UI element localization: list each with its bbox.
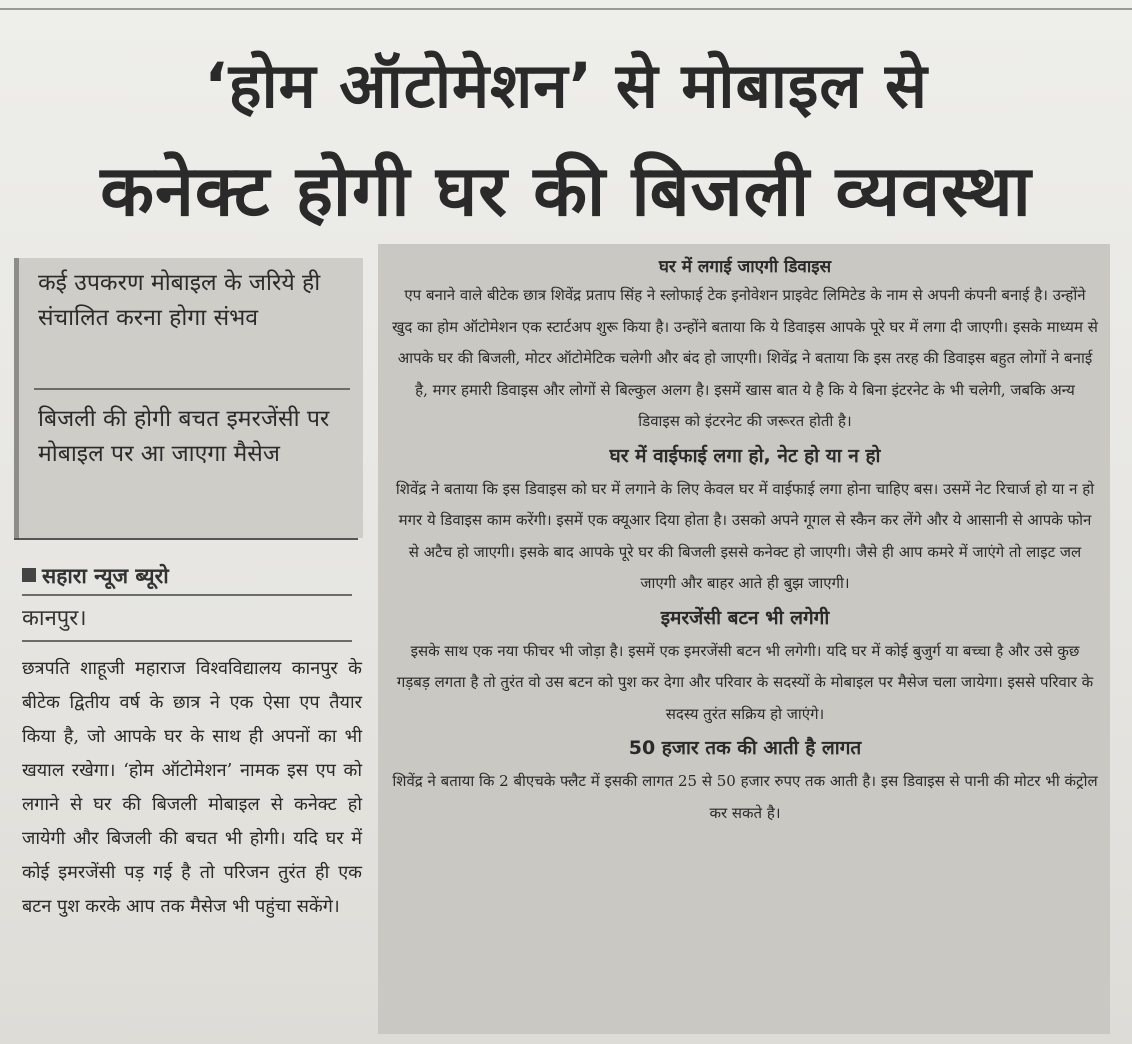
top-rule [0, 8, 1132, 10]
section-text-3: इसके साथ एक नया फीचर भी जोड़ा है। इसमें एक इमरजेंसी बटन भी लगेगी। यदि घर में कोई बुजुर्ग या बच्चा है और उसे कुछ गड़बड़ लगता है तो तुरंत वो उस बटन को पुश कर देगा और परिवार के सदस्यों के मोबाइल पर मैसेज चला जायेगा। इससे परिवार के सदस्य तुरंत सक्रिय हो जाएंगे। [396, 641, 1094, 723]
headline-line-1: ‘होम ऑटोमेशन’ से मोबाइल से [204, 49, 928, 122]
headline-line-2: कनेक्ट होगी घर की बिजली व्यवस्था [100, 150, 1032, 232]
section-heading-2: घर में वाईफाई लगा हो, नेट हो या न हो [609, 444, 881, 467]
highlight-divider [34, 388, 350, 390]
highlight-bottom-rule [14, 538, 358, 540]
dateline-rule [22, 640, 352, 642]
article-intro: छत्रपति शाहूजी महाराज विश्वविद्यालय कानपुर के बीटेक द्वितीय वर्ष के छात्र ने एक ऐसा एप तैयार किया है, जो आपके घर के साथ ही अपनों का भी खयाल रखेगा। ‘होम ऑटोमेशन’ नामक इस एप को लगाने से घर की बिजली मोबाइल से कनेक्ट हो जायेगी और बिजली की बचत भी होगी। यदि घर में कोई इमरजेंसी पड़ गई है तो परिजन तुरंत ही एक बटन पुश करके आप तक मैसेज भी पहुंचा सकेंगे। [22, 658, 362, 917]
section-heading-3: इमरजेंसी बटन भी लगेगी [660, 606, 830, 629]
section-heading-4: 50 हजार तक की आती है लागत [628, 737, 862, 759]
byline-text: सहारा न्यूज ब्यूरो [42, 564, 169, 588]
section-heading-1: घर में लगाई जाएगी डिवाइस [658, 257, 832, 277]
dateline: कानपुर। [22, 606, 87, 631]
article-body [392, 254, 1098, 829]
highlight-text-1: कई उपकरण मोबाइल के जरिये ही संचालित करना होगा संभव [38, 270, 321, 331]
byline [22, 562, 169, 590]
section-text-4: शिवेंद्र ने बताया कि 2 बीएचके फ्लैट में इसकी लागत 25 से 50 हजार रुपए तक आती है। इस डिवाइस से पानी की मोटर भी कंट्रोल कर सकते है। [392, 772, 1098, 822]
section-text-2: शिवेंद्र ने बताया कि इस डिवाइस को घर में लगाने के लिए केवल घर में वाईफाई लगा होना चाहिए बस। उसमें नेट रिचार्ज हो या न हो मगर ये डिवाइस काम करेंगी। इसमें एक क्यूआर दिया होता है। उसको अपने गूगल से स्कैन कर लेंगे और ये आसानी से आपके फोन से अटैच हो जाएगी। इसके बाद आपके पूरे घर की बिजली इससे कनेक्ट हो जाएगी। जैसे ही आप कमरे में जाएंगे तो लाइट जल जाएगी और बाहर आते ही बुझ जाएगी। [395, 479, 1095, 592]
byline-rule [22, 594, 352, 596]
byline-square-icon [22, 568, 36, 582]
highlight-text-2: बिजली की होगी बचत इमरजेंसी पर मोबाइल पर आ जाएगा मैसेज [38, 406, 330, 467]
section-text-1: एप बनाने वाले बीटेक छात्र शिवेंद्र प्रताप सिंह ने स्लोफाई टेक इनोवेशन प्राइवेट लिमिटेड के नाम से अपनी कंपनी बनाई है। उन्होंने खुद का होम ऑटोमेशन एक स्टार्टअप शुरू किया है। उन्होंने बताया कि ये डिवाइस आपके पूरे घर में लगा दी जाएगी। इसके माध्यम से आपके घर की बिजली, मोटर ऑटोमेटिक चलेगी और बंद हो जाएगी। शिवेंद्र ने बताया कि इस तरह की डिवाइस बहुत लोगों ने बनाई है, मगर हमारी डिवाइस और लोगों से बिल्कुल अलग है। इसमें खास बात ये है कि ये बिना इंटरनेट के भी चलेगी, जबकि अन्य डिवाइस को इंटरनेट की जरूरत होती है। [392, 286, 1098, 430]
